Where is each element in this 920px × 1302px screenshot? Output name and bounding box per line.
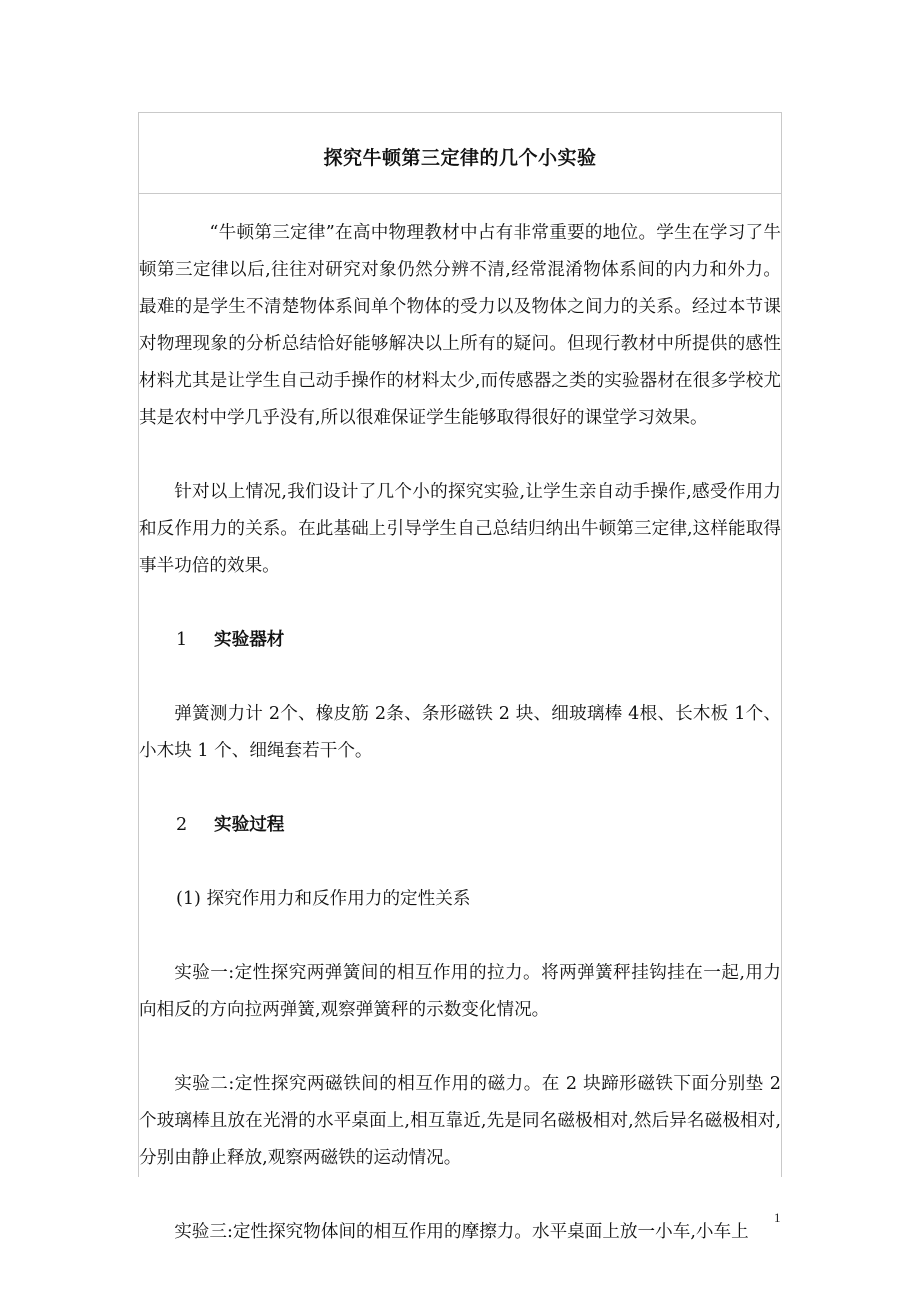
paragraph-intro: “牛顿第三定律”在高中物理教材中占有非常重要的地位。学生在学习了牛顿第三定律以后,往往对研究对象仍然分辨不清,经常混淆物体系间的内力和外力。最难的是学生不清楚物体系间单个物体的受力以及物体之间力的关系。经过本节课对物理现象的分析总结恰好能够解决以上所有的疑问。但现行教材中所提供的感性材料尤其是让学生自己动手操作的材料太少,而传感器之类的实验器材在很多学校尤其是农村中学几乎没有,所以很难保证学生能够取得很好的课堂学习效果。 xyxy=(139,223,781,428)
section-number: 2 xyxy=(176,815,188,835)
paragraph-gap xyxy=(139,1029,781,1066)
title-box xyxy=(138,112,782,194)
document-title: 探究牛顿第三定律的几个小实验 xyxy=(323,146,597,169)
paragraph-experiment-3: 实验三:定性探究物体间的相互作用的摩擦力。水平桌面上放一小车,小车上 xyxy=(174,1222,749,1242)
section-heading-materials xyxy=(139,622,781,659)
paragraph-materials: 弹簧测力计 2个、橡皮筋 2条、条形磁铁 2 块、细玻璃棒 4根、长木板 1个、小木块 1 个、细绳套若干个。 xyxy=(139,704,781,761)
paragraph-gap xyxy=(139,770,781,807)
document-body xyxy=(139,215,781,1251)
paragraph-gap xyxy=(139,918,781,955)
paragraph-experiment-1: 实验一:定性探究两弹簧间的相互作用的拉力。将两弹簧秤挂钩挂在一起,用力向相反的方向拉两弹簧,观察弹簧秤的示数变化情况。 xyxy=(139,963,781,1020)
paragraph-gap xyxy=(139,844,781,881)
paragraph-gap xyxy=(139,437,781,474)
section-heading-process xyxy=(139,807,781,844)
paragraph-experiment-2: 实验二:定性探究两磁铁间的相互作用的磁力。在 2 块蹄形磁铁下面分别垫 2 个玻璃棒且放在光滑的水平桌面上,相互靠近,先是同名磁极相对,然后异名磁极相对,分别由静止释放,观察两磁铁的运动情况。 xyxy=(139,1074,781,1168)
paragraph-gap xyxy=(139,659,781,696)
paragraph-design: 针对以上情况,我们设计了几个小的探究实验,让学生亲自动手操作,感受作用力和反作用力的关系。在此基础上引导学生自己总结归纳出牛顿第三定律,这样能取得事半功倍的效果。 xyxy=(139,482,781,576)
content-box xyxy=(138,193,782,1242)
subsection-heading: (1) 探究作用力和反作用力的定性关系 xyxy=(176,889,471,909)
section-title: 实验器材 xyxy=(214,630,285,650)
section-title: 实验过程 xyxy=(214,815,285,835)
page-number: 1 xyxy=(774,1210,781,1225)
paragraph-gap xyxy=(139,1177,781,1214)
section-number: 1 xyxy=(176,630,188,650)
paragraph-gap xyxy=(139,585,781,622)
